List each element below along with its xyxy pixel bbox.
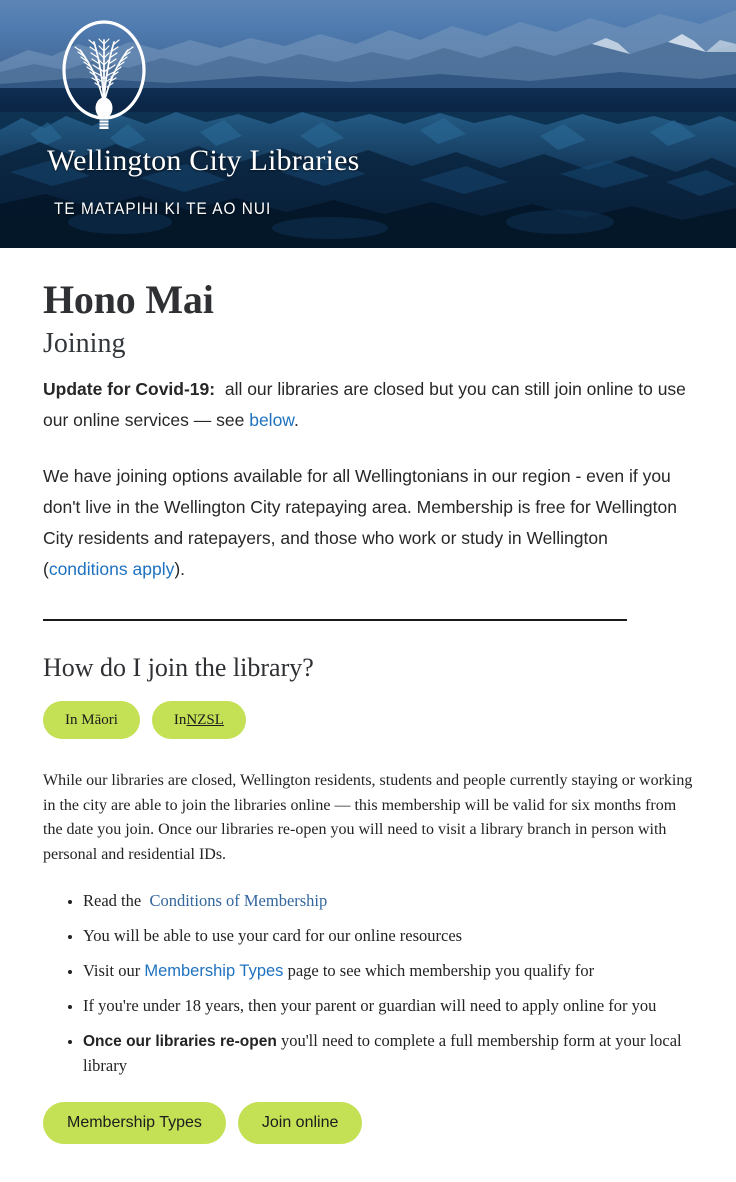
action-button-row [43, 1102, 693, 1144]
list-item [83, 994, 693, 1018]
section-heading: How do I join the library? [43, 653, 314, 683]
covid-notice-label: Update for Covid-19: [43, 379, 216, 400]
brand-tagline: TE MATAPIHI KI TE AO NUI [54, 200, 272, 218]
site-banner [0, 0, 736, 248]
bullet-text: Read the [83, 891, 150, 911]
intro-paragraph [43, 461, 693, 585]
bullet-text: If you're under 18 years, then your parent or guardian will need to apply online for you [83, 996, 657, 1016]
page-title: Hono Mai [43, 277, 214, 322]
covid-notice [43, 374, 693, 436]
brand-title: Wellington City Libraries [47, 144, 360, 177]
bullet-text: You will be able to use your card for our online resources [83, 926, 463, 946]
bullet-text-tail: page to see which membership you qualify for [283, 961, 595, 981]
intro-text: We have joining options available for all Wellingtonians in our region - even if you don't live in the Wellington City ratepaying area. Membership is free for Wellington City residents and ratepayers, and those who work or study in Wellington ( [43, 466, 677, 580]
covid-notice-tail: . [293, 410, 299, 431]
section-divider [43, 619, 627, 621]
in-maori-label: In Māori [65, 711, 118, 728]
fern-circle-logo-icon [58, 18, 150, 130]
joining-steps-list [43, 889, 693, 1078]
list-item [83, 924, 693, 948]
main-content [0, 278, 736, 1144]
conditions-of-membership-link[interactable]: Conditions of Membership [149, 891, 328, 911]
join-online-button[interactable]: Join online [238, 1102, 363, 1144]
list-item [83, 889, 693, 913]
page-subtitle: Joining [43, 328, 126, 359]
membership-types-link[interactable]: Membership Types [144, 962, 284, 981]
in-nzsl-button[interactable] [152, 701, 246, 739]
banner-rock-texture [0, 112, 736, 248]
bullet-text-tail: you'll need to complete a full membership form at your local library [83, 1031, 682, 1076]
language-pill-row [43, 701, 693, 739]
below-link[interactable]: below [249, 410, 294, 431]
conditions-apply-link[interactable]: conditions apply [48, 559, 175, 580]
membership-types-button[interactable]: Membership Types [43, 1102, 226, 1144]
section-body: While our libraries are closed, Wellington residents, students and people currently staying or working in the city are able to join the libraries online — this membership will be valid for six months from the date you join. Once our libraries re-open you will need to visit a library branch in person with personal and residential IDs. [43, 772, 693, 863]
bullet-bold-lead: Once our libraries re-open [83, 1033, 277, 1051]
bullet-text: Visit our [83, 961, 145, 981]
list-item [83, 959, 693, 983]
intro-tail: ). [174, 559, 186, 580]
in-nzsl-label: NZSL [186, 711, 224, 728]
in-maori-button[interactable] [43, 701, 140, 739]
in-nzsl-prefix: In [173, 711, 187, 728]
list-item [83, 1029, 693, 1078]
banner-rocks [0, 112, 736, 248]
covid-notice-text: all our libraries are closed but you can still join online to use our online services — see [43, 379, 686, 431]
